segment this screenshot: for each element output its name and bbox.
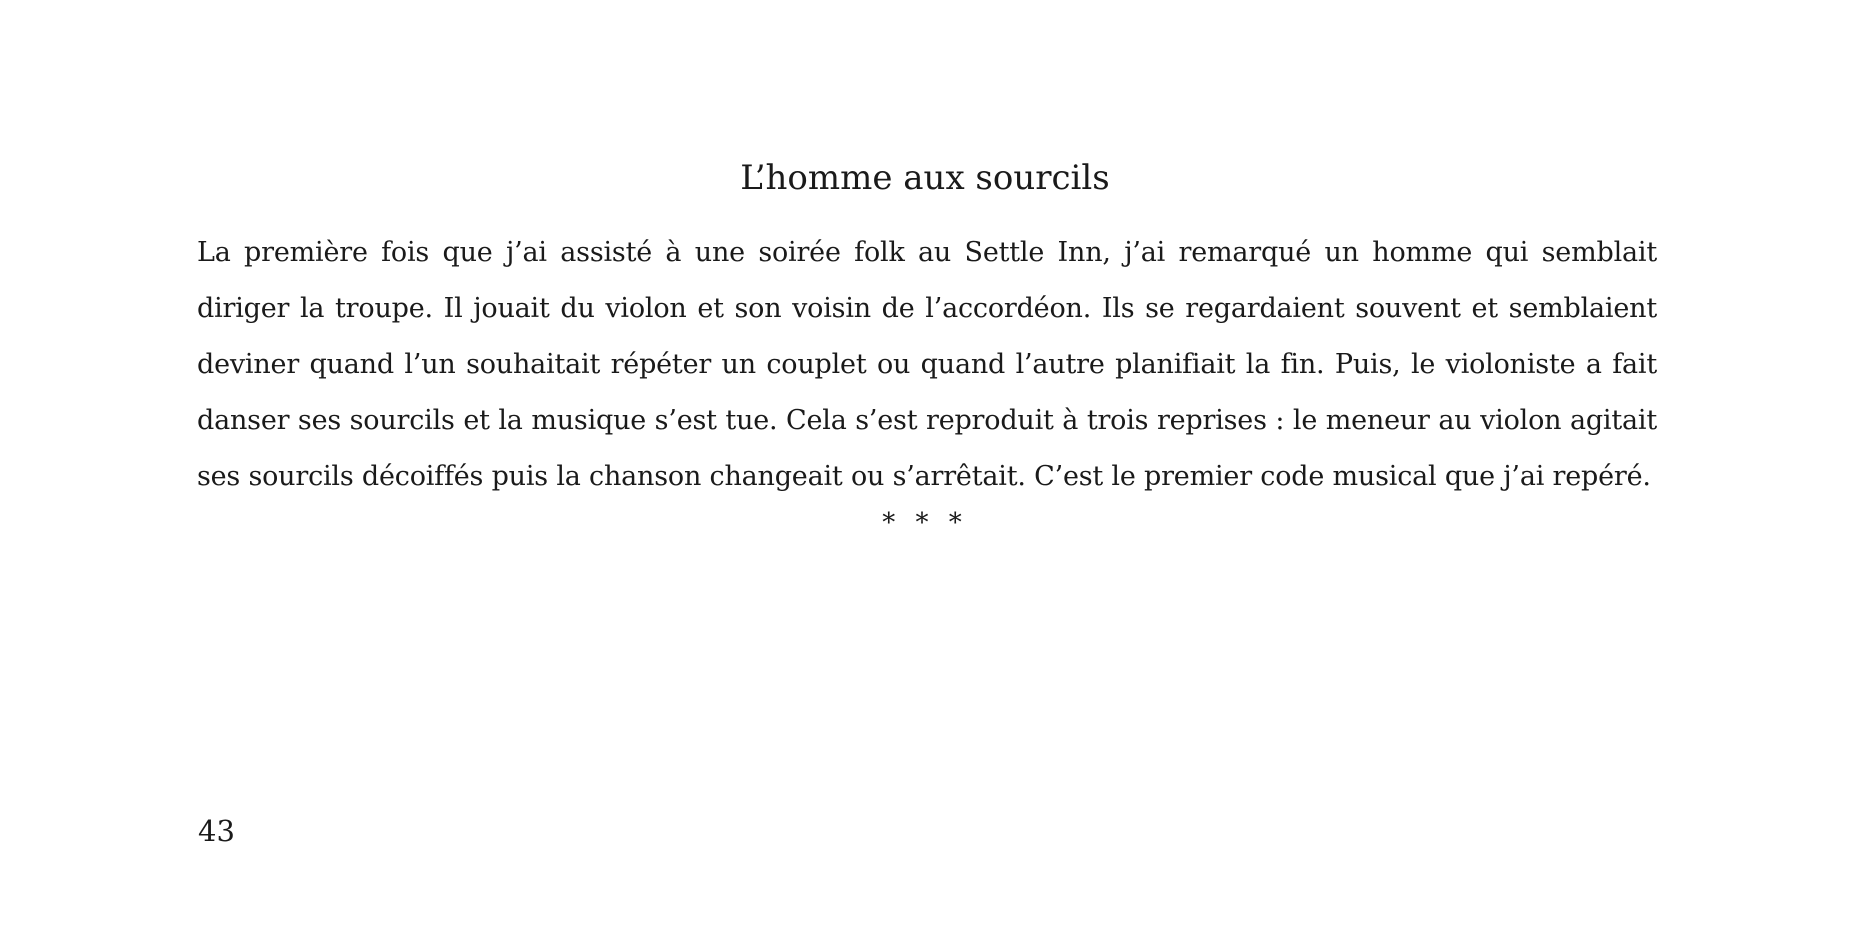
chapter-title: L’homme aux sourcils — [740, 158, 1110, 198]
section-separator: * * * — [882, 508, 968, 538]
page-number: 43 — [198, 814, 235, 848]
body-paragraph: La première fois que j’ai assisté à une soirée folk au Settle Inn, j’ai remarqué un homme qui semblait diriger la troupe. Il jouait du violon et son voisin de l’accordéon. Ils se regardaient souvent et semblaient deviner quand l’un souhaitait répéter un couplet ou quand l’autre planifiait la fin. Puis, le violoniste a fait danser ses sourcils et la musique s’est tue. Cela s’est reproduit à trois reprises : le meneur au violon agitait ses sourcils décoiffés puis la chanson changeait ou s’arrêtait. C’est le premier code musical que j’ai repéré. — [197, 237, 1657, 492]
